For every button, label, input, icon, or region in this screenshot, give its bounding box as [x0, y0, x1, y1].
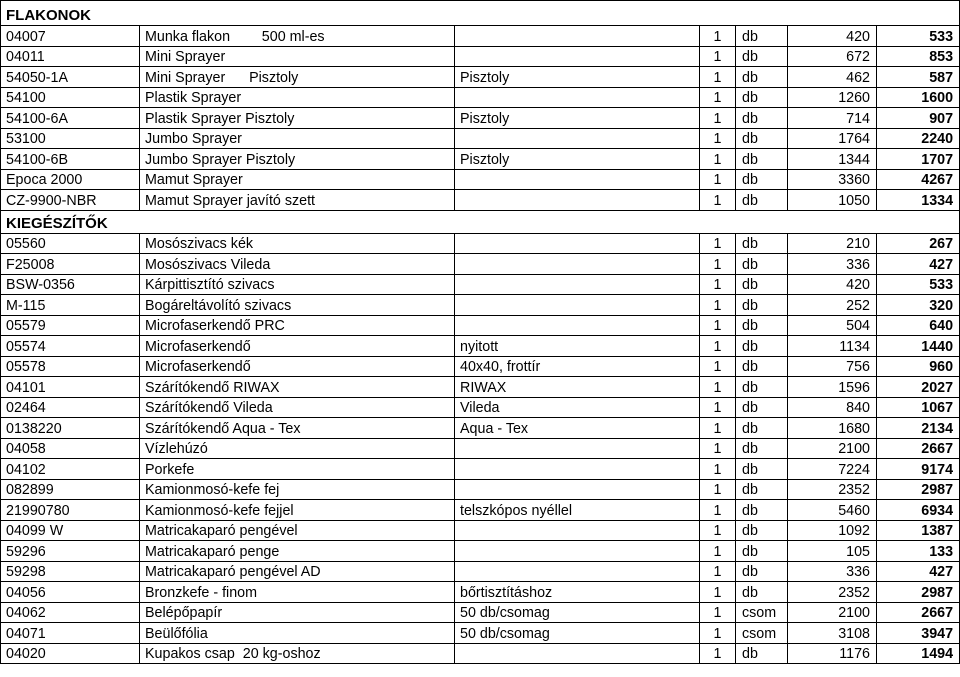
table-row: [1, 26, 960, 47]
net-price: 756: [788, 356, 877, 377]
quantity: 1: [700, 582, 736, 603]
unit: db: [736, 459, 788, 480]
product-code: 04011: [1, 46, 140, 67]
unit: db: [736, 418, 788, 439]
net-price: 1176: [788, 643, 877, 664]
product-note: 40x40, frottír: [455, 356, 700, 377]
product-name: Szárítókendő RIWAX: [140, 377, 455, 398]
quantity: 1: [700, 541, 736, 562]
unit: db: [736, 295, 788, 316]
gross-price: 9174: [877, 459, 960, 480]
net-price: 1050: [788, 190, 877, 211]
table-row: [1, 643, 960, 664]
net-price: 2352: [788, 479, 877, 500]
table-row: [1, 190, 960, 211]
product-note: telszkópos nyéllel: [455, 500, 700, 521]
product-note: 50 db/csomag: [455, 623, 700, 644]
quantity: 1: [700, 67, 736, 88]
product-name: Szárítókendő Vileda: [140, 397, 455, 418]
net-price: 840: [788, 397, 877, 418]
quantity: 1: [700, 254, 736, 275]
quantity: 1: [700, 315, 736, 336]
product-note: RIWAX: [455, 377, 700, 398]
product-code: 21990780: [1, 500, 140, 521]
table-row: [1, 149, 960, 170]
product-name: Kárpittisztító szivacs: [140, 274, 455, 295]
net-price: 462: [788, 67, 877, 88]
product-note: nyitott: [455, 336, 700, 357]
gross-price: 1600: [877, 87, 960, 108]
product-code: 04101: [1, 377, 140, 398]
product-note: Vileda: [455, 397, 700, 418]
product-code: 59296: [1, 541, 140, 562]
quantity: 1: [700, 643, 736, 664]
product-code: 04058: [1, 438, 140, 459]
quantity: 1: [700, 87, 736, 108]
gross-price: 2240: [877, 128, 960, 149]
product-name: Kupakos csap 20 kg-oshoz: [140, 643, 455, 664]
product-code: 05574: [1, 336, 140, 357]
quantity: 1: [700, 169, 736, 190]
table-row: [1, 46, 960, 67]
product-code: 04007: [1, 26, 140, 47]
product-note: [455, 459, 700, 480]
table-row: [1, 295, 960, 316]
product-code: CZ-9900-NBR: [1, 190, 140, 211]
product-note: Pisztoly: [455, 149, 700, 170]
gross-price: 1387: [877, 520, 960, 541]
net-price: 3108: [788, 623, 877, 644]
unit: db: [736, 46, 788, 67]
product-code: BSW-0356: [1, 274, 140, 295]
product-name: Mini Sprayer: [140, 46, 455, 67]
quantity: 1: [700, 623, 736, 644]
product-name: Mosószivacs Vileda: [140, 254, 455, 275]
product-name: Kamionmosó-kefe fej: [140, 479, 455, 500]
gross-price: 427: [877, 561, 960, 582]
unit: csom: [736, 602, 788, 623]
quantity: 1: [700, 108, 736, 129]
quantity: 1: [700, 128, 736, 149]
product-name: Bogáreltávolító szivacs: [140, 295, 455, 316]
net-price: 1134: [788, 336, 877, 357]
gross-price: 1067: [877, 397, 960, 418]
net-price: 420: [788, 274, 877, 295]
product-note: bőrtisztításhoz: [455, 582, 700, 603]
net-price: 336: [788, 561, 877, 582]
quantity: 1: [700, 418, 736, 439]
section-header: [1, 1, 960, 26]
unit: db: [736, 582, 788, 603]
net-price: 1092: [788, 520, 877, 541]
product-code: 05578: [1, 356, 140, 377]
table-row: [1, 602, 960, 623]
section-title: KIEGÉSZÍTŐK: [1, 210, 960, 233]
product-note: [455, 520, 700, 541]
product-name: Porkefe: [140, 459, 455, 480]
gross-price: 320: [877, 295, 960, 316]
table-row: [1, 336, 960, 357]
table-row: [1, 87, 960, 108]
gross-price: 2987: [877, 479, 960, 500]
net-price: 2352: [788, 582, 877, 603]
product-name: Szárítókendő Aqua - Tex: [140, 418, 455, 439]
product-note: [455, 254, 700, 275]
quantity: 1: [700, 149, 736, 170]
table-row: [1, 274, 960, 295]
gross-price: 427: [877, 254, 960, 275]
product-name: Kamionmosó-kefe fejjel: [140, 500, 455, 521]
net-price: 2100: [788, 602, 877, 623]
unit: db: [736, 149, 788, 170]
unit: db: [736, 397, 788, 418]
product-note: [455, 643, 700, 664]
product-code: 04099 W: [1, 520, 140, 541]
unit: db: [736, 500, 788, 521]
unit: db: [736, 438, 788, 459]
product-name: Matricakaparó pengével: [140, 520, 455, 541]
product-code: 05579: [1, 315, 140, 336]
product-name: Beülőfólia: [140, 623, 455, 644]
quantity: 1: [700, 46, 736, 67]
unit: db: [736, 128, 788, 149]
product-name: Matricakaparó penge: [140, 541, 455, 562]
net-price: 1344: [788, 149, 877, 170]
unit: db: [736, 541, 788, 562]
unit: db: [736, 26, 788, 47]
product-note: Pisztoly: [455, 108, 700, 129]
gross-price: 267: [877, 233, 960, 254]
product-code: M-115: [1, 295, 140, 316]
quantity: 1: [700, 295, 736, 316]
unit: db: [736, 479, 788, 500]
product-name: Mosószivacs kék: [140, 233, 455, 254]
product-note: [455, 169, 700, 190]
unit: db: [736, 356, 788, 377]
gross-price: 1334: [877, 190, 960, 211]
quantity: 1: [700, 397, 736, 418]
quantity: 1: [700, 274, 736, 295]
gross-price: 533: [877, 274, 960, 295]
product-note: [455, 190, 700, 211]
gross-price: 2134: [877, 418, 960, 439]
product-code: 04056: [1, 582, 140, 603]
product-code: 05560: [1, 233, 140, 254]
product-note: [455, 233, 700, 254]
quantity: 1: [700, 336, 736, 357]
net-price: 1764: [788, 128, 877, 149]
net-price: 420: [788, 26, 877, 47]
product-note: Aqua - Tex: [455, 418, 700, 439]
gross-price: 1707: [877, 149, 960, 170]
product-code: 082899: [1, 479, 140, 500]
gross-price: 853: [877, 46, 960, 67]
unit: db: [736, 643, 788, 664]
product-name: Microfaserkendő: [140, 336, 455, 357]
product-code: 54100: [1, 87, 140, 108]
table-row: [1, 520, 960, 541]
product-name: Munka flakon 500 ml-es: [140, 26, 455, 47]
table-row: [1, 623, 960, 644]
quantity: 1: [700, 602, 736, 623]
quantity: 1: [700, 459, 736, 480]
product-name: Microfaserkendő PRC: [140, 315, 455, 336]
gross-price: 1494: [877, 643, 960, 664]
product-code: 54100-6A: [1, 108, 140, 129]
gross-price: 4267: [877, 169, 960, 190]
unit: db: [736, 315, 788, 336]
product-name: Jumbo Sprayer Pisztoly: [140, 149, 455, 170]
quantity: 1: [700, 520, 736, 541]
table-row: [1, 418, 960, 439]
product-code: 54100-6B: [1, 149, 140, 170]
product-name: Microfaserkendő: [140, 356, 455, 377]
table-row: [1, 254, 960, 275]
table-row: [1, 108, 960, 129]
product-name: Belépőpapír: [140, 602, 455, 623]
table-row: [1, 315, 960, 336]
gross-price: 640: [877, 315, 960, 336]
gross-price: 587: [877, 67, 960, 88]
net-price: 714: [788, 108, 877, 129]
quantity: 1: [700, 233, 736, 254]
table-row: [1, 459, 960, 480]
product-code: Epoca 2000: [1, 169, 140, 190]
unit: db: [736, 190, 788, 211]
net-price: 1680: [788, 418, 877, 439]
net-price: 2100: [788, 438, 877, 459]
product-note: [455, 87, 700, 108]
gross-price: 1440: [877, 336, 960, 357]
product-note: 50 db/csomag: [455, 602, 700, 623]
product-name: Mini Sprayer Pisztoly: [140, 67, 455, 88]
quantity: 1: [700, 190, 736, 211]
table-row: [1, 582, 960, 603]
unit: db: [736, 336, 788, 357]
quantity: 1: [700, 500, 736, 521]
product-note: [455, 46, 700, 67]
table-row: [1, 397, 960, 418]
table-row: [1, 438, 960, 459]
product-name: Bronzkefe - finom: [140, 582, 455, 603]
section-header: [1, 210, 960, 233]
gross-price: 2987: [877, 582, 960, 603]
product-note: [455, 561, 700, 582]
product-note: [455, 438, 700, 459]
gross-price: 2027: [877, 377, 960, 398]
net-price: 336: [788, 254, 877, 275]
product-code: 0138220: [1, 418, 140, 439]
quantity: 1: [700, 377, 736, 398]
product-name: Jumbo Sprayer: [140, 128, 455, 149]
price-list-body: [1, 1, 960, 664]
gross-price: 133: [877, 541, 960, 562]
product-name: Matricakaparó pengével AD: [140, 561, 455, 582]
quantity: 1: [700, 561, 736, 582]
unit: csom: [736, 623, 788, 644]
quantity: 1: [700, 356, 736, 377]
product-code: 04102: [1, 459, 140, 480]
product-note: [455, 26, 700, 47]
unit: db: [736, 377, 788, 398]
product-note: [455, 479, 700, 500]
net-price: 504: [788, 315, 877, 336]
gross-price: 960: [877, 356, 960, 377]
unit: db: [736, 274, 788, 295]
product-name: Vízlehúzó: [140, 438, 455, 459]
product-code: 04020: [1, 643, 140, 664]
product-code: 59298: [1, 561, 140, 582]
table-row: [1, 169, 960, 190]
table-row: [1, 67, 960, 88]
net-price: 1596: [788, 377, 877, 398]
table-row: [1, 561, 960, 582]
section-title: FLAKONOK: [1, 1, 960, 26]
net-price: 252: [788, 295, 877, 316]
net-price: 105: [788, 541, 877, 562]
product-name: Mamut Sprayer: [140, 169, 455, 190]
unit: db: [736, 520, 788, 541]
table-row: [1, 541, 960, 562]
unit: db: [736, 87, 788, 108]
net-price: 672: [788, 46, 877, 67]
table-row: [1, 356, 960, 377]
gross-price: 2667: [877, 602, 960, 623]
product-note: [455, 295, 700, 316]
unit: db: [736, 233, 788, 254]
net-price: 1260: [788, 87, 877, 108]
net-price: 7224: [788, 459, 877, 480]
gross-price: 907: [877, 108, 960, 129]
table-row: [1, 500, 960, 521]
gross-price: 533: [877, 26, 960, 47]
quantity: 1: [700, 438, 736, 459]
product-note: [455, 315, 700, 336]
unit: db: [736, 561, 788, 582]
table-row: [1, 377, 960, 398]
table-row: [1, 128, 960, 149]
product-code: F25008: [1, 254, 140, 275]
product-note: Pisztoly: [455, 67, 700, 88]
product-code: 04062: [1, 602, 140, 623]
gross-price: 2667: [877, 438, 960, 459]
product-name: Plastik Sprayer: [140, 87, 455, 108]
product-code: 04071: [1, 623, 140, 644]
product-code: 02464: [1, 397, 140, 418]
net-price: 210: [788, 233, 877, 254]
table-row: [1, 233, 960, 254]
net-price: 5460: [788, 500, 877, 521]
quantity: 1: [700, 26, 736, 47]
unit: db: [736, 108, 788, 129]
product-name: Mamut Sprayer javító szett: [140, 190, 455, 211]
gross-price: 3947: [877, 623, 960, 644]
product-code: 53100: [1, 128, 140, 149]
unit: db: [736, 254, 788, 275]
product-code: 54050-1A: [1, 67, 140, 88]
table-row: [1, 479, 960, 500]
unit: db: [736, 67, 788, 88]
quantity: 1: [700, 479, 736, 500]
gross-price: 6934: [877, 500, 960, 521]
net-price: 3360: [788, 169, 877, 190]
product-note: [455, 274, 700, 295]
product-note: [455, 128, 700, 149]
product-name: Plastik Sprayer Pisztoly: [140, 108, 455, 129]
product-note: [455, 541, 700, 562]
unit: db: [736, 169, 788, 190]
